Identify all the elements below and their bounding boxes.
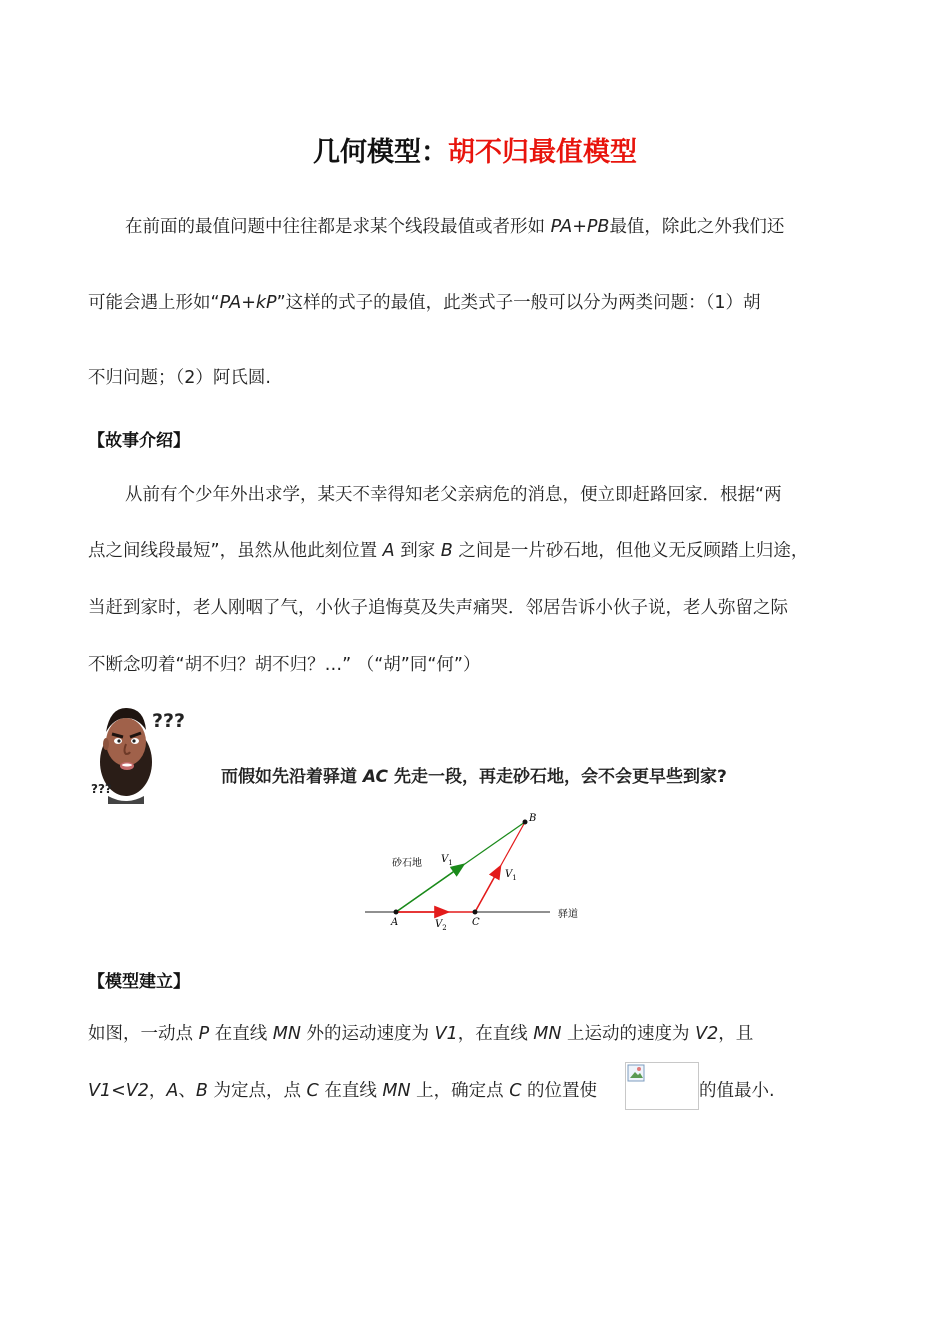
- math: MN: [533, 1024, 562, 1044]
- point-c: [473, 910, 478, 915]
- text: 、: [178, 1081, 196, 1101]
- intro-line-3: 不归问题；（2）阿氏圆.: [88, 368, 271, 388]
- point-b: [523, 820, 528, 825]
- math: AC: [362, 767, 389, 787]
- math: C: [509, 1081, 522, 1101]
- math: V1: [88, 1081, 112, 1101]
- text: ，在直线: [457, 1024, 534, 1044]
- math: V2: [125, 1081, 149, 1101]
- math: PA+PB: [550, 217, 610, 237]
- point-a: [394, 910, 399, 915]
- text: 可能会遇上形如“: [88, 293, 220, 313]
- math: A: [382, 541, 395, 561]
- text: ”这样的式子的最值，此类式子一般可以分为两类问题：（1）胡: [276, 293, 761, 313]
- text: 如图，一动点: [88, 1024, 199, 1044]
- story-line-3: 当赶到家时，老人刚咽了气，小伙子追悔莫及失声痛哭．邻居告诉小伙子说，老人弥留之际: [88, 598, 788, 618]
- label-v1-top: $V_1$: [441, 854, 453, 867]
- title-black: 几何模型：: [313, 137, 448, 168]
- math: A: [166, 1081, 179, 1101]
- sand-arrow: [396, 865, 463, 912]
- math: V1: [434, 1024, 458, 1044]
- text: 之间是一片砂石地，但他义无反顾踏上归途，: [452, 541, 809, 561]
- label-a: A: [391, 917, 399, 928]
- text: 最值，除此之外我们还: [609, 217, 785, 237]
- model-line-1: [88, 1020, 753, 1045]
- text: 上运动的速度为: [561, 1024, 696, 1044]
- text: 在前面的最值问题中往往都是求某个线段最值或者形如: [125, 217, 551, 237]
- math: C: [306, 1081, 319, 1101]
- story-question: [221, 762, 727, 787]
- route-diagram: [355, 805, 615, 935]
- text: 外的运动速度为: [300, 1024, 435, 1044]
- text: 先走一段，再走砂石地，会不会更早些到家?: [388, 767, 727, 787]
- text: 而假如先沿着驿道: [221, 767, 363, 787]
- text: ，: [148, 1081, 167, 1101]
- page-title: [0, 130, 950, 169]
- label-v2: $V_2$: [435, 919, 447, 932]
- text: 在直线: [318, 1081, 383, 1101]
- story-line-2: [88, 537, 808, 562]
- story-line-4: 不断念叨着“胡不归？胡不归？…” （“胡”同“何”）: [88, 655, 481, 675]
- model-heading: 【模型建立】: [88, 972, 190, 992]
- text: 上，确定点: [410, 1081, 510, 1101]
- model-line-2: [88, 1077, 597, 1102]
- model-line-2-tail: 的值最小.: [699, 1081, 775, 1101]
- text: 的位置使: [521, 1081, 598, 1101]
- text: 点之间线段最短”，虽然从他此刻位置: [88, 541, 383, 561]
- question-marks-large: ???: [152, 710, 186, 732]
- label-c: C: [472, 917, 480, 928]
- broken-image-icon: [627, 1064, 647, 1084]
- title-red: 胡不归最值模型: [448, 137, 637, 168]
- label-b: B: [529, 813, 537, 824]
- intro-line-1: [125, 213, 784, 238]
- text: 在直线: [209, 1024, 273, 1044]
- math: MN: [382, 1081, 411, 1101]
- math: B: [440, 541, 453, 561]
- broken-formula-image: [625, 1062, 699, 1110]
- math: PA+kP: [219, 293, 277, 313]
- story-heading: 【故事介绍】: [88, 431, 190, 451]
- intro-line-2: [88, 289, 761, 314]
- question-marks-small: ???: [91, 782, 112, 796]
- text: <: [111, 1081, 126, 1101]
- text: ，且: [718, 1024, 754, 1044]
- story-line-1: 从前有个少年外出求学，某天不幸得知老父亲病危的消息，便立即赶路回家．根据“两: [125, 485, 782, 505]
- math: B: [195, 1081, 208, 1101]
- label-sand: 砂石地: [392, 858, 422, 869]
- text: 到家: [394, 541, 441, 561]
- label-v1-right: $V_1$: [505, 869, 517, 882]
- label-road: 驿道: [558, 909, 578, 920]
- cb-arrow: [475, 867, 500, 912]
- math: MN: [272, 1024, 301, 1044]
- math: P: [198, 1024, 210, 1044]
- math: V2: [695, 1024, 719, 1044]
- text: 为定点，点: [207, 1081, 307, 1101]
